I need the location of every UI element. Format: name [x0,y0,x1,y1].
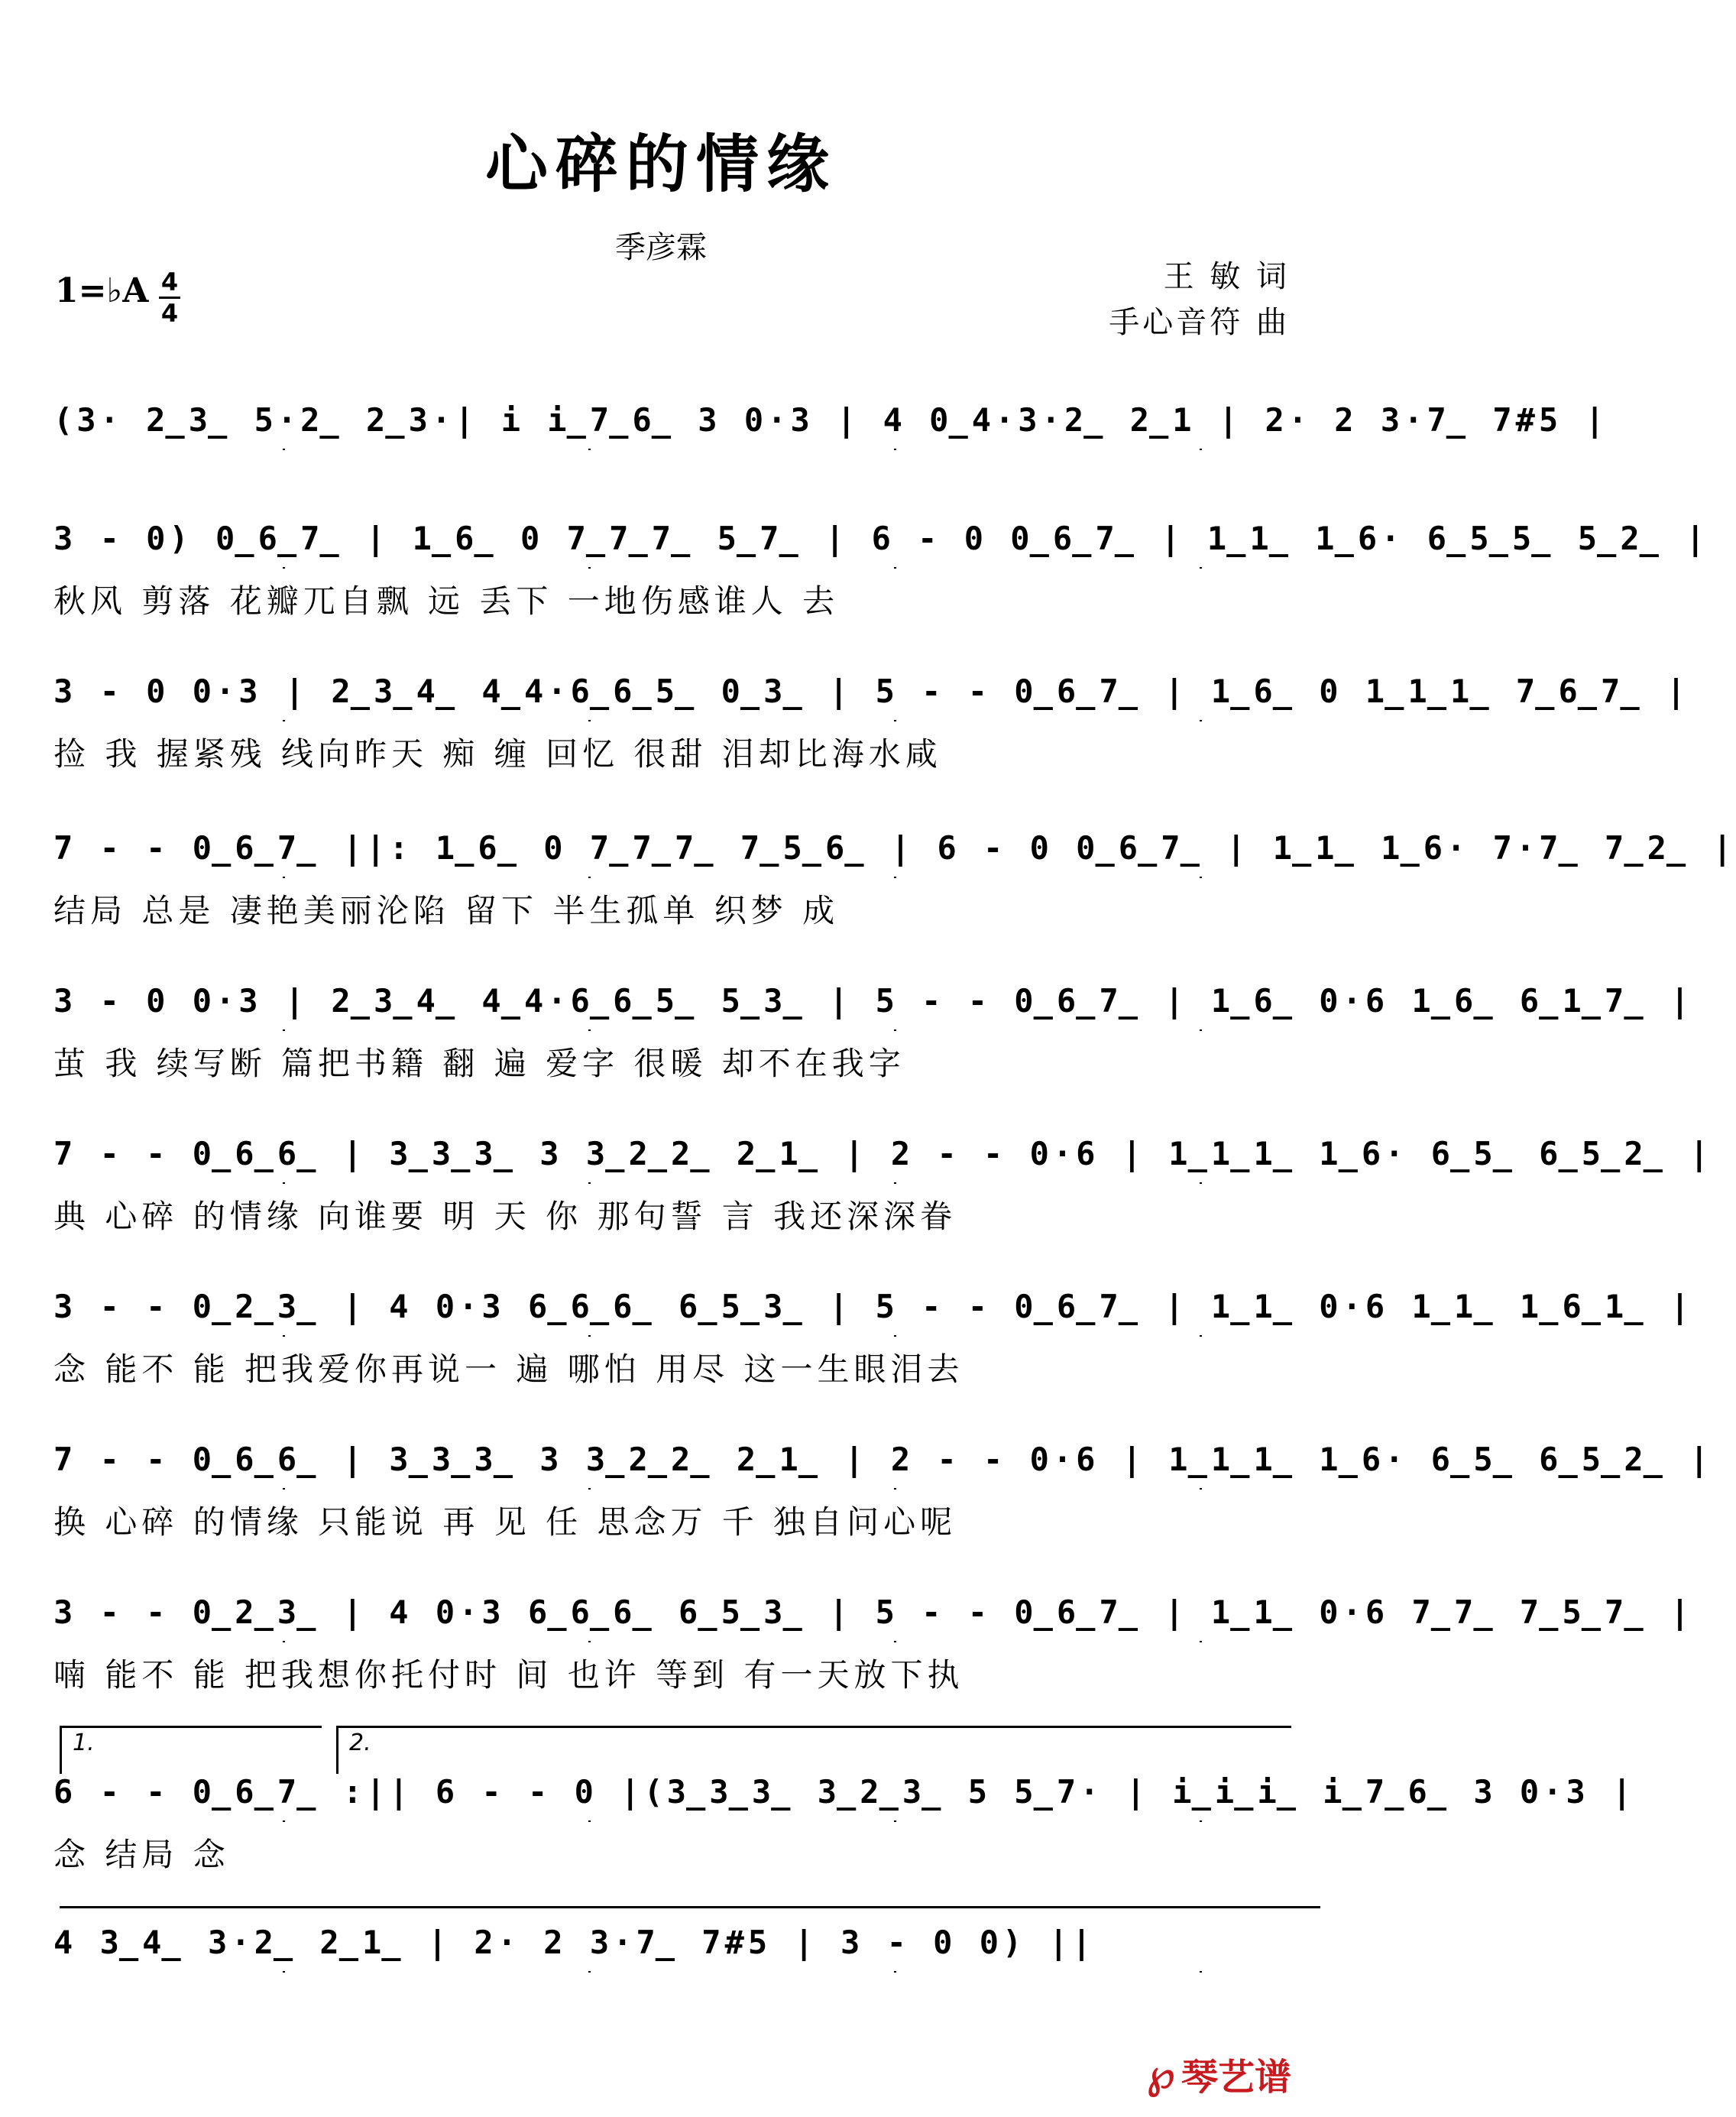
notation: 3 - - 0̲2̲3̲ | 4 0·3 6̲6̲6̲ 6̲5̲3̲ | 5 - - 0̲6̲7̲ | 1̲1̲ 0·6 1̲1̲ 1̲6̲1̲ | [53,1272,1291,1337]
notation: 3 - 0) 0̲6̲7̲ | 1̲6̲ 0 7̲7̲7̲ 5̲7̲ | 6 - 0 0̲6̲7̲ | 1̲1̲ 1̲6· 6̲5̲5̲ 5̲2̲ | [53,504,1291,569]
watermark-text: 琴艺谱 [1181,2056,1291,2099]
meter-bottom: 4 [160,299,179,328]
lyricist-credit: 王 敏 词 [1163,259,1290,294]
score-line-11 [53,1906,1320,2061]
notation: 3 - 0 0·3 | 2̲3̲4̲ 4̲4·6̲6̲5̲ 5̲3̲ | 5 - - 0̲6̲7̲ | 1̲6̲ 0·6 1̲6̲ 6̲1̲7̲ | [53,967,1291,1031]
composer-credit: 手心音符 曲 [1109,305,1290,340]
watermark-logo [1146,2047,1291,2100]
lyrics: 换 心碎 的情缘 只能说 再 见 任 思念万 千 独自问心呢 [53,1503,957,1541]
notation: 3 - - 0̲2̲3̲ | 4 0·3 6̲6̲6̲ 6̲5̲3̲ | 5 - - 0̲6̲7̲ | 1̲1̲ 0·6 7̲7̲ 7̲5̲7̲ | [53,1578,1291,1642]
song-title: 心碎的情缘 [484,128,837,201]
score-line-5 [0,967,1694,1120]
notation: (3· 2̲3̲ 5·2̲ 2̲3·| i i̲7̲6̲ 3 0·3 | 4 0̲4·3·2̲ 2̲1 | 2· 2 3·7̲ 7#5 | [53,386,1291,450]
score-line-6 [0,1120,1713,1272]
score-line-3 [0,657,1690,810]
logo-icon: ℘ [1146,2050,1175,2098]
lyrics: 捡 我 握紧残 线向昨天 痴 缠 回忆 很甜 泪却比海水咸 [53,735,942,773]
time-signature [159,269,180,326]
score-line-2 [0,504,1709,657]
lyrics: 秋风 剪落 花瓣兀自飘 远 丢下 一地伤感谁人 去 [53,582,840,620]
notation: 7 - - 0̲6̲6̲ | 3̲3̲3̲ 3 3̲2̲2̲ 2̲1̲ | 2 - - 0·6 | 1̲1̲1̲ 1̲6· 6̲5̲ 6̲5̲2̲ | [53,1425,1291,1490]
lyrics: 念 结局 念 [53,1836,230,1873]
key-signature: 1=♭A [55,271,149,310]
score-line-10 [0,1758,1636,1911]
score-line-7 [0,1272,1694,1425]
singer-name: 季彦霖 [615,230,707,265]
meter-top: 4 [160,267,179,297]
notation: 7 - - 0̲6̲6̲ | 3̲3̲3̲ 3 3̲2̲2̲ 2̲1̲ | 2 - - 0·6 | 1̲1̲1̲ 1̲6· 6̲5̲ 6̲5̲2̲ | [53,1120,1291,1184]
lyrics: 念 能不 能 把我爱你再说一 遍 哪怕 用尽 这一生眼泪去 [53,1350,964,1388]
second-ending-label: 2. [349,1730,371,1756]
lyrics: 典 心碎 的情缘 向谁要 明 天 你 那句誓 言 我还深深眷 [53,1198,957,1235]
lyrics: 喃 能不 能 把我想你托付时 间 也许 等到 有一天放下执 [53,1656,964,1694]
first-ending-label: 1. [73,1730,95,1756]
score-line-4 [0,814,1736,967]
score-line-8 [0,1425,1713,1578]
notation: 4 3̲4̲ 3·2̲ 2̲1̲ | 2· 2 3·7̲ 7#5 | 3 - 0 0) || [53,1908,1290,1973]
notation: 6 - - 0̲6̲7̲ :|| 6 - - 0 |(3̲3̲3̲ 3̲2̲3̲ 5 5̲7· | i̲i̲i̲ i̲7̲6̲ 3 0·3 | [53,1758,1291,1822]
notation: 3 - 0 0·3 | 2̲3̲4̲ 4̲4·6̲6̲5̲ 0̲3̲ | 5 - - 0̲6̲7̲ | 1̲6̲ 0 1̲1̲1̲ 7̲6̲7̲ | [53,657,1291,721]
notation: 7 - - 0̲6̲7̲ ||: 1̲6̲ 0 7̲7̲7̲ 7̲5̲6̲ | 6 - 0 0̲6̲7̲ | 1̲1̲ 1̲6· 7·7̲ 7̲2̲ | [53,814,1291,878]
score-line-9 [0,1578,1694,1731]
lyrics: 茧 我 续写断 篇把书籍 翻 遍 爱字 很暖 却不在我字 [53,1045,905,1082]
lyrics: 结局 总是 凄艳美丽沦陷 留下 半生孤单 织梦 成 [53,892,840,929]
